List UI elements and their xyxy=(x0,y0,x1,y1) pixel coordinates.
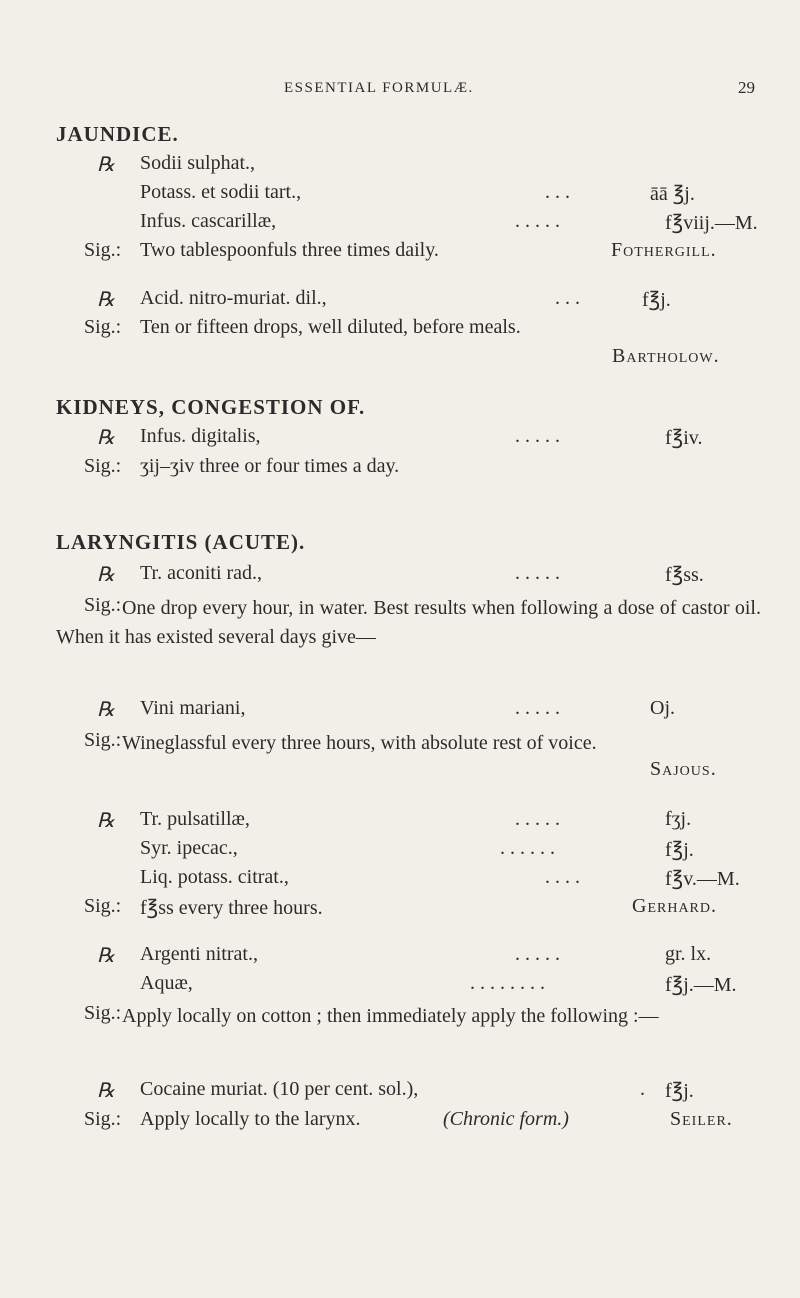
rx-symbol: ℞ xyxy=(97,427,115,449)
sig-text: ʒij–ʒiv three or four times a day. xyxy=(140,455,400,477)
sig-paragraph: Apply locally on cotton ; then immediately apply the following :— xyxy=(122,1005,659,1027)
rx-symbol: ℞ xyxy=(97,564,115,586)
ingredient-name: Infus. cascarillæ, xyxy=(140,210,277,232)
author-name: Fothergill. xyxy=(611,239,717,261)
sig-label: Sig.: xyxy=(84,895,122,917)
dot-leader: . . . xyxy=(555,287,580,309)
sig-label: Sig.: xyxy=(84,316,122,338)
author-name: Gerhard. xyxy=(632,895,718,917)
dot-leader: . . . . . xyxy=(515,210,560,232)
ingredient-quantity: āā ℥j. xyxy=(650,183,695,205)
dot-leader: . . . . . xyxy=(515,697,560,719)
sig-label: Sig.: xyxy=(84,239,122,261)
ingredient-name: Potass. et sodii tart., xyxy=(140,181,302,203)
dot-leader: . . . . . xyxy=(515,562,560,584)
dot-leader: . . . . . . . . xyxy=(470,972,545,994)
author-name: Bartholow. xyxy=(612,345,720,367)
ingredient-quantity: f℥j.—M. xyxy=(665,974,737,996)
ingredient-quantity: f℥j. xyxy=(665,839,694,861)
dot-leader: . . . . . . xyxy=(500,837,555,859)
author-name: Seiler. xyxy=(670,1108,733,1130)
rx-symbol: ℞ xyxy=(97,699,115,721)
ingredient-quantity: f℥viij.—M. xyxy=(665,212,758,234)
dot-leader: . . . . . xyxy=(515,425,560,447)
rx-symbol: ℞ xyxy=(97,154,115,176)
ingredient-quantity: fʒj. xyxy=(665,808,692,830)
ingredient-name: Liq. potass. citrat., xyxy=(140,866,289,888)
section-heading-laryngitis: LARYNGITIS (ACUTE). xyxy=(56,530,306,554)
dot-leader: . . . xyxy=(545,181,570,203)
sig-label: Sig.: xyxy=(84,1002,122,1024)
ingredient-name: Cocaine muriat. (10 per cent. sol.), xyxy=(140,1078,419,1100)
rx-symbol: ℞ xyxy=(97,810,115,832)
sig-label: Sig.: xyxy=(84,729,122,751)
sig-label: Sig.: xyxy=(84,1108,122,1130)
sig-paragraph: One drop every hour, in water. Best results when following a dose of castor oil. When it has existed several days give— xyxy=(56,597,761,648)
sig-label: Sig.: xyxy=(84,594,122,616)
sig-text: Two tablespoonfuls three times daily. xyxy=(140,239,439,261)
dot-leader: . . . . xyxy=(545,866,580,888)
ingredient-name: Aquæ, xyxy=(140,972,193,994)
section-heading-jaundice: JAUNDICE. xyxy=(56,122,179,146)
note-text: (Chronic form.) xyxy=(443,1108,569,1130)
running-head: ESSENTIAL FORMULÆ. xyxy=(284,80,474,96)
dot-leader: . . . . . xyxy=(515,808,560,830)
ingredient-name: Infus. digitalis, xyxy=(140,425,261,447)
sig-label: Sig.: xyxy=(84,455,122,477)
ingredient-quantity: f℥v.—M. xyxy=(665,868,740,890)
sig-text: f℥ss every three hours. xyxy=(140,897,323,919)
page-number: 29 xyxy=(738,78,755,97)
author-name: Sajous. xyxy=(650,758,717,780)
ingredient-name: Acid. nitro-muriat. dil., xyxy=(140,287,327,309)
rx-symbol: ℞ xyxy=(97,1080,115,1102)
rx-symbol: ℞ xyxy=(97,945,115,967)
ingredient-quantity: Oj. xyxy=(650,697,675,719)
ingredient-quantity: f℥iv. xyxy=(665,427,703,449)
section-heading-kidneys: KIDNEYS, CONGESTION OF. xyxy=(56,395,366,419)
ingredient-quantity: f℥ss. xyxy=(665,564,704,586)
ingredient-name: Vini mariani, xyxy=(140,697,246,719)
ingredient-name: Tr. aconiti rad., xyxy=(140,562,263,584)
ingredient-name: Argenti nitrat., xyxy=(140,943,258,965)
ingredient-quantity: f℥j. xyxy=(665,1080,694,1102)
sig-text: Ten or fifteen drops, well diluted, before meals. xyxy=(140,316,521,338)
dot-leader: . . . . . xyxy=(515,943,560,965)
ingredient-quantity: gr. lx. xyxy=(665,943,712,965)
sig-text: Apply locally to the larynx. xyxy=(140,1108,361,1130)
ingredient-quantity: f℥j. xyxy=(642,289,671,311)
rx-symbol: ℞ xyxy=(97,289,115,311)
ingredient-name: Sodii sulphat., xyxy=(140,152,256,174)
sig-paragraph: Wineglassful every three hours, with absolute rest of voice. xyxy=(122,732,597,754)
ingredient-name: Tr. pulsatillæ, xyxy=(140,808,250,830)
dot-leader: . xyxy=(640,1078,645,1100)
ingredient-name: Syr. ipecac., xyxy=(140,837,238,859)
